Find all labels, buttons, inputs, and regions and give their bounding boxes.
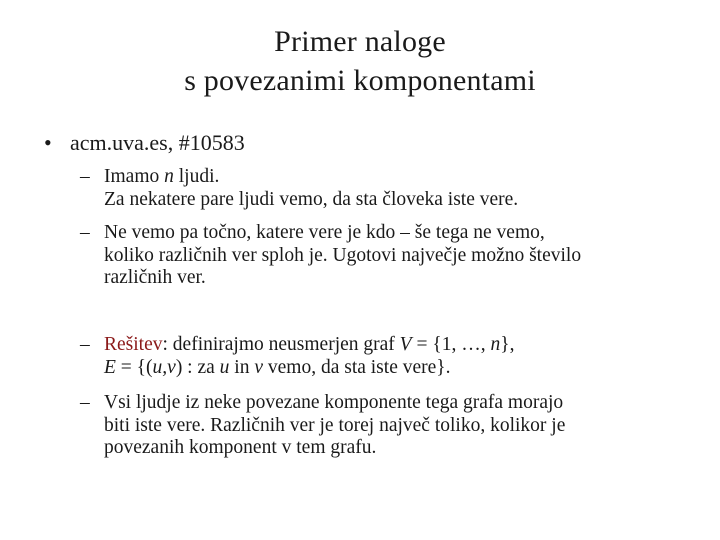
sub1-line-2: Za nekatere pare ljudi vemo, da sta človeka iste vere. (104, 188, 519, 210)
sub2-line-1: Ne vemo pa točno, katere vere je kdo – še tega ne vemo, (104, 222, 545, 243)
sub1-line-1 (104, 166, 680, 189)
sub4-line-3: povezanih komponent v tem grafu. (104, 437, 377, 458)
dash-marker: – (80, 334, 90, 355)
var-n: n (164, 166, 174, 187)
solution-keyword: Rešitev (104, 334, 163, 355)
sub4-line-2: biti iste vere. Različnih ver je torej največ toliko, kolikor je (104, 414, 566, 436)
sub3-text-e: ) : za (175, 356, 220, 378)
sub3-line-1 (104, 334, 680, 357)
dash-marker: – (80, 222, 90, 243)
title-line-2: s povezanimi komponentami (184, 64, 536, 97)
sub-bullet-2 (80, 222, 680, 290)
sub3-text-c: }, (500, 334, 515, 355)
main-bullet (44, 130, 245, 156)
sub-bullet-1-text (104, 166, 680, 211)
sub-bullet-4 (80, 392, 680, 460)
sub-bullet-3-text (104, 334, 680, 379)
dash-marker: – (80, 392, 90, 413)
sub3-line-2 (104, 357, 680, 380)
sub-bullet-4-text (104, 392, 680, 460)
sub2-line-2: koliko različnih ver sploh je. Ugotovi največje možno število (104, 244, 582, 266)
slide-title (0, 22, 720, 100)
sub3-text-a: : definirajmo neusmerjen graf (162, 334, 400, 355)
var-u: u (219, 356, 230, 378)
sub-bullet-3 (80, 334, 680, 379)
sub3-text-f: in (229, 356, 255, 378)
sub-bullet-1 (80, 166, 680, 211)
sub3-text-b: = {1, …, (411, 334, 491, 355)
sub4-line-1: Vsi ljudje iz neke povezane komponente tega grafa morajo (104, 392, 564, 413)
var-E: E (104, 356, 116, 378)
var-v: v (254, 356, 263, 378)
dash-marker: – (80, 166, 90, 187)
var-V: V (399, 334, 412, 355)
bullet-text: acm.uva.es, #10583 (70, 130, 245, 155)
var-uv: u,v (152, 356, 176, 378)
sub3-text-g: vemo, da sta iste vere}. (263, 356, 451, 378)
sub3-text-d: = {( (115, 356, 153, 378)
title-line-1: Primer naloge (274, 25, 446, 58)
sub-bullet-2-text (104, 222, 680, 290)
var-n: n (490, 334, 501, 355)
bullet-marker: • (44, 130, 52, 155)
sub1-pre: Imamo (104, 166, 165, 187)
sub2-line-3: različnih ver. (104, 267, 206, 288)
sub1-post: ljudi. (173, 166, 220, 187)
